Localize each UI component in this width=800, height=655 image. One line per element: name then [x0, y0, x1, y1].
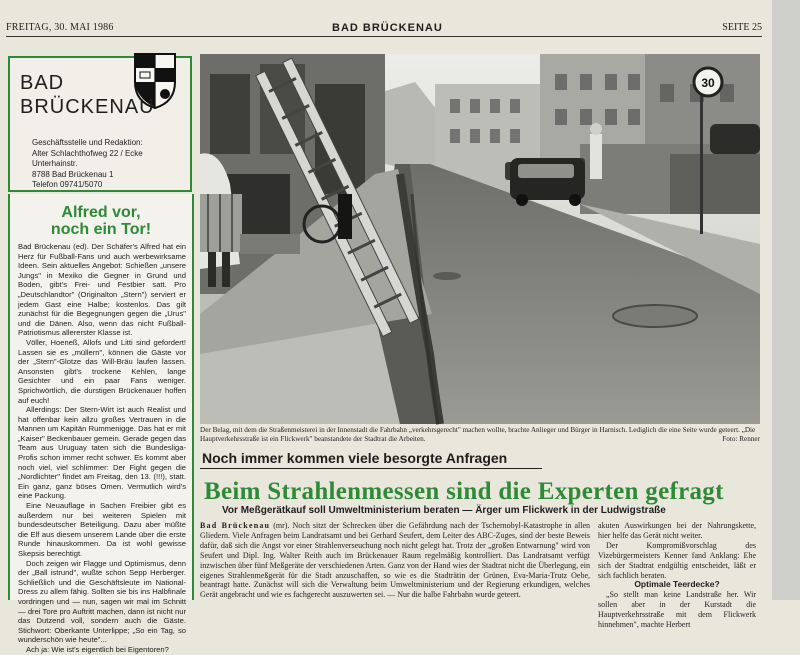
article-paragraph: Bad Brückenau (ed). Der Schäfer's Alfred hat ein Herz für Fußball-Fans und auch werbewirksame Ideen. Sein aktuelles Angebot: Schießen „unsere Jungs" in Mexiko die Gegner in Grund und Boden, gibt's Frei- und Festbier satt. Pro „Deutschlandtor" (Originalton „Stern") serviert er jedem Gast eine Halbe; kostenlos. Das gilt zunächst für die Begegnungen gegen die „Urus" und die Dänen. Also, wenn das nicht Fußball-Patriotismus allererster Klasse ist. [18, 242, 186, 338]
article-paragraph: Doch zeigen wir Flagge und Optimismus, denn der „Ball istrund", wußte schon Sepp Herberger. Schließlich und die Geschäftsleute im National-Dress zu allem fähig. Sollten sie bis ins Halbfinale vordringen und — nun, sagen wir mal im Schnitt — drei Tore pro Auftritt machen, dann ist nicht nur das Dutzend voll, sondern auch die Gäste. Stichwort: Oberkante Unterlippe; „So ein Tag, so wunderschön wie heute"... [18, 558, 186, 645]
photo-credit: Foto: Renner [722, 434, 760, 443]
masthead-box [8, 56, 192, 192]
page-edge [772, 0, 800, 600]
masthead-title-line1: BAD [20, 72, 65, 94]
article-paragraph: akuten Auswirkungen bei der Nahrungskette, hier helfe das Gerät nicht weiter. [598, 521, 756, 540]
kicker-underline [200, 468, 542, 469]
article-kicker: Noch immer kommen viele besorgte Anfragen [202, 450, 508, 466]
street-photo-image [200, 54, 760, 424]
address-line: Telefon 09741/5070 [32, 180, 103, 189]
page-number: SEITE 25 [722, 22, 762, 33]
article-paragraph: Ach ja: Wie ist's eigentlich bei Eigentoren? [26, 644, 169, 654]
article-subhead: Vor Meßgerätkauf soll Umweltministerium beraten — Ärger um Flickwerk in der Ludwigstraße [222, 505, 666, 516]
photo-caption [200, 426, 760, 444]
article-headline: Beim Strahlenmessen sind die Experten gefragt [204, 478, 724, 505]
article-paragraph: Allerdings: Der Stern-Wirt ist auch Realist und hat offenbar kein allzu großes Vertrauen in die Mannen um Kapitän Rummenigge. Das hat er mit „Kaiser" Beckenbauer gemein. Gerade gegen das Team aus Uruguay taten sich die Bundesliga-Profis schon immer recht schwer. Es kommt aber noch viel, viel schlimmer: Der Fight gegen die „Nordlichter" findet am Freitag, den 13. (!!!), statt. Ein ganz, ganz böses Omen. Vermutlich wird's eine Packung. [18, 405, 186, 501]
left-article-headline [10, 194, 192, 238]
office-address [32, 138, 190, 191]
article-paragraph: Eine Neuauflage in Sachen Freibier gibt es außerdem nur bei weiteren Spielen mit bundesdeutscher Beteiligung. Dazu aber müßte die Elf aus diesem unserem Lande über die erste Runde hinauskommen. Da ist wohl gewisse Skepsis berechtigt. [18, 501, 186, 558]
left-column-article [8, 194, 194, 654]
headline-line2: noch ein Tor! [50, 221, 152, 238]
speed-limit-sign: 30 [701, 76, 715, 90]
headline-line1: Alfred vor, [61, 204, 141, 221]
masthead-title-line2: BRÜCKENAU [20, 96, 155, 118]
page-header [0, 0, 800, 40]
header-rule [6, 36, 762, 37]
article-paragraph: Der Kompromißvorschlag des Vizebürgermeisters Kenner fand Anklang: Ehe sich der Stadtrat endgültig entscheidet, läßt er sich fachlich beraten. [598, 540, 756, 580]
address-line: Geschäftsstelle und Redaktion: [32, 138, 143, 147]
issue-date: FREITAG, 30. MAI 1986 [6, 22, 114, 33]
article-paragraph: Völler, Hoeneß, Allofs und Litti sind gefordert! Lassen sie es „müllern", können die Gäste vor der „Stern"-Glotze das Will-Bräu laufen lassen. Ansonsten gibt's trockene Kehlen, lange Gesichter und ein paar Fans weniger. Sprichwörtlich, die durstigen Brückenauer hoffen auf euch! [18, 337, 186, 405]
address-line: 8788 Bad Brückenau 1 [32, 169, 114, 179]
article-paragraph: „So stellt man keine Landstraße her. Wir sollen aber in der Kurstadt die Hauptverkehrsstraße mit dem Flickwerk hinnehmen", machte Herbert [598, 590, 756, 630]
street-photo [200, 54, 760, 424]
main-article-body [200, 521, 590, 600]
article-text: (mr). Noch sitzt der Schrecken über die Gefährdung nach der Tschernobyl-Katastrophe in allen Gliedern. Viele Anfragen beim Landratsamt und bei Gerhard Seufert, dem Leiter des ABC-Zuges, sind der beste Beweis dafür, daß sich die Angst vor einer Strahlenverseuchung noch nicht gelegt hat. Trotz der „großen Entwarnung" wird von Seufert und Dipl. Ing. Walter Reith auch im Brückenauer Raum regelmäßig kontrolliert. Das Landratsamt verfügt inzwischen über fünf Meßgeräte der verschiedenen Arten. Ganz von der Hand wies der Stadtrat nicht die Überlegung, ein eigenes Strahlenmeßgerät für die Stadt anzuschaffen, so wie es die Stadträtin der Grünen, Eva-Maria-Trutz Oebe, beantragt hatte. Zunächst will sich die Verwaltung beim Umweltministerium und der Regierung erkundigen, welches Gerät angebracht und wie es fachgerecht auszuwerten sei. — Nur die halbe Fahrbahn wurde geteert. [200, 521, 591, 600]
left-article-body [18, 242, 186, 655]
article-dateline: Bad Brückenau [200, 521, 271, 530]
section-subhead: Optimale Teerdecke? [634, 579, 720, 590]
section-title: BAD BRÜCKENAU [332, 22, 443, 34]
right-column-text [598, 521, 756, 630]
address-line: Alter Schlachthofweg 22 / Ecke Unterhainstr. [32, 148, 143, 168]
caption-text: Der Belag, mit dem die Straßenmeisterei in der Innenstadt die Fahrbahn „verkehrsgerecht" machen wollte, brachte Anlieger und Bürger in Harnisch. Lediglich die eine Seite wurde geteert. „Die Hauptverkehrsstraße ist ein Flickwerk" beanstandete der Stadtrat die Arbeiten. [200, 426, 756, 443]
article-paragraph [200, 521, 590, 600]
